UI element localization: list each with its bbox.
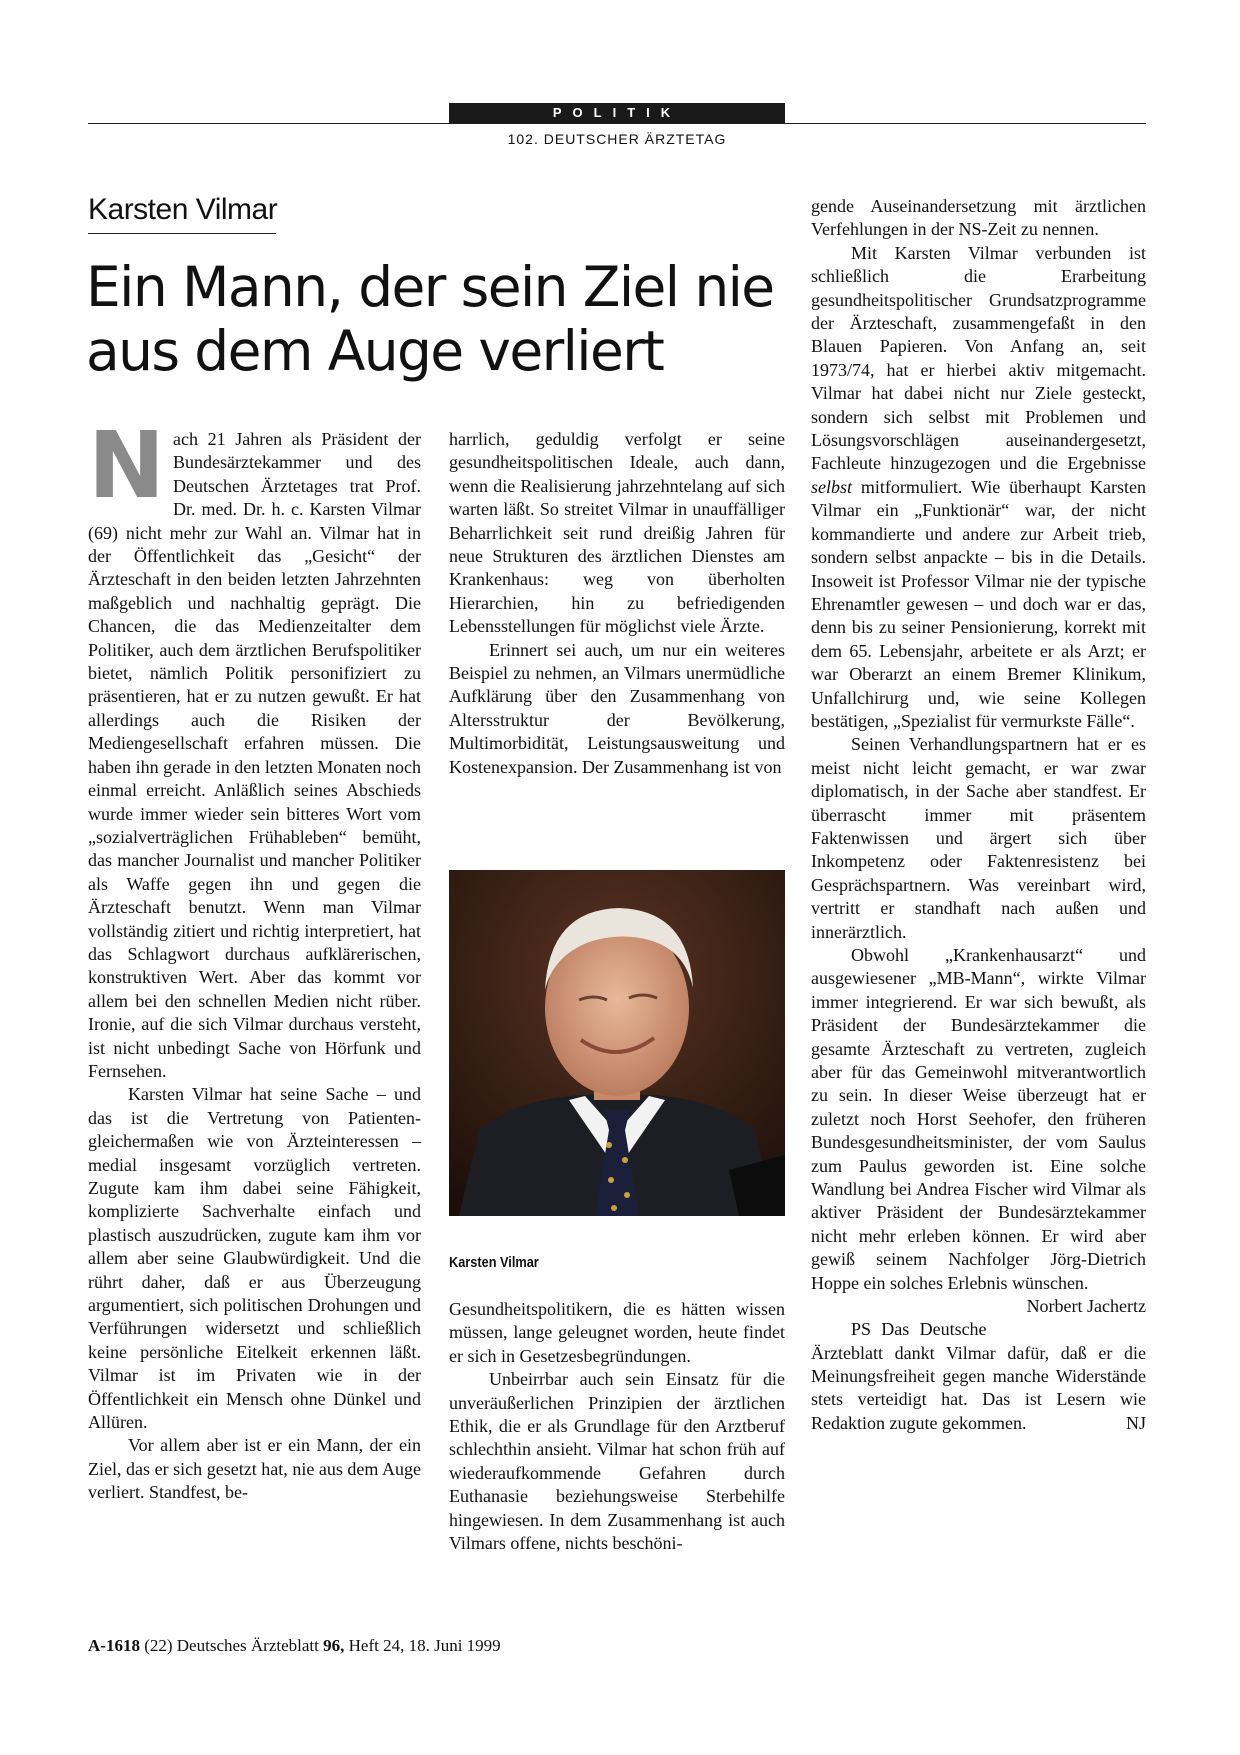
- header-rule: [88, 123, 1146, 124]
- paragraph: Karsten Vilmar hat seine Sache – und das ist die Vertretung von Patienten- gleichermaßen wie von Ärzteinteressen – medial insgesamt vorzüglich vertreten. Zugute kam ihm dabei seine Fähigkeit, komplizierte Sachverhalte einfach und plastisch auszudrücken, zugute kam ihm vor allem aber seine Glaubwürdigkeit. Und die rührt daher, daß er aus Überzeugung argumentiert, sich politischen Drohungen und Verführungen widersetzt und schließlich keine persönliche Eitelkeit erkennen läßt. Vilmar ist im Privaten wie in der Öffentlichkeit ein Mensch ohne Dünkel und Allüren.: [88, 1084, 421, 1433]
- portrait-illustration: [449, 870, 785, 1216]
- photo-caption: Karsten Vilmar: [449, 1254, 539, 1271]
- paragraph-text: Obwohl „Krankenhausarzt“ und ausgewiesener „MB-Mann“, wirkte Vilmar immer integrierend. Er war sich bewußt, als Präsident der Bundesärztekammer die gesamte Ärzteschaft zu vertreten, zugleich aber für das Gemeinwohl mitverantwortlich zu sein. In dieser Weise überzeugt hat er zuletzt noch Horst Seehofer, den früheren Bundesgesundheitsminister, der vom Saulus zum Paulus geworden ist. Eine solche Wandlung bei Andrea Fischer wird Vilmar als aktiver Präsident der Bundesärztekammer nicht mehr erleben können. Er wird aber gewiß seinem Nachfolger Jörg-Dietrich Hoppe ein solches Erlebnis wünschen.: [811, 945, 1146, 1293]
- drop-cap: N: [88, 412, 165, 519]
- subsection-label: 102. DEUTSCHER ÄRZTETAG: [507, 131, 727, 147]
- kicker-underline: [88, 233, 276, 234]
- page-number: (22): [144, 1636, 173, 1655]
- journal-volume: 96,: [323, 1636, 345, 1655]
- paragraph: ach 21 Jahren als Präsident der Bundesärztekammer und des Deutschen Ärztetages trat Prof. Dr. med. Dr. h. c. Karsten Vilmar (69) nicht mehr zur Wahl an. Vilmar hat in der Öffentlichkeit das „Gesicht“ der Ärzteschaft in den beiden letzten Jahrzehnten maßgeblich und nachhaltig geprägt. Die Chancen, die das Medienzeitalter dem Politiker, auch dem ärztlichen Berufspolitiker bietet, nämlich Politik personifiziert zu präsentieren, hat er zu nutzen gewußt. Er hat allerdings auch die Risiken der Mediengesellschaft erfahren müssen. Die haben ihn gerade in den letzten Monaten noch einmal erreicht. Anläßlich seines Abschieds wurde immer wieder sein bitteres Wort vom „sozialverträglichen Frühableben“ bemüht, das mancher Journalist und mancher Politiker als Waffe gegen ihn und gegen die Ärzteschaft benutzt. Wenn man Vilmar vollständig zitiert und richtig interpretiert, hat das Schlagwort durchaus aufklärerischen, konstruktiven Wert. Aber das kommt vor allem bei den schnellen Medien nicht rüber. Ironie, auf die sich Vilmar durchaus versteht, ist nicht unbedingt Sache von Hörfunk und Fernsehen.: [88, 429, 421, 1081]
- paragraph-text: Mit Karsten Vilmar verbunden ist schließlich die Erarbeitung gesundheitspolitischer Grundsatzprogramme der Ärzteschaft, zusammengefaßt in den Blauen Papieren. Von Anfang an, seit 1973/74, hat er hierbei aktiv mitgemacht. Vilmar hat dabei nicht nur Ziele gesteckt, sondern sich selbst mit Problemen und Lösungsvorschlägen auseinandergesetzt, Fachleute hinzugezogen und die Ergebnisse: [811, 242, 1146, 474]
- page-footer: [88, 1636, 501, 1656]
- postscript: [811, 1318, 1146, 1435]
- headline-line-2: aus dem Auge verliert: [86, 319, 664, 383]
- journal-issue: Heft 24, 18. Juni 1999: [348, 1636, 501, 1655]
- text-column-1: [88, 412, 421, 1505]
- paragraph: Erinnert sei auch, um nur ein weiteres Beispiel zu nehmen, an Vilmars unermüdliche Aufklärung über den Zusammenhang von Altersstruktur der Bevölkerung, Multimorbidität, Leistungsausweitung und Kostenexpansion. Der Zusammenhang ist von: [449, 639, 785, 777]
- author-signature: Norbert Jachertz: [1026, 1296, 1146, 1317]
- paragraph: [811, 944, 1146, 1317]
- portrait-photo: [449, 870, 785, 1216]
- page-id: A-1618: [88, 1636, 140, 1655]
- journal-name: Deutsches Ärzteblatt: [176, 1636, 319, 1655]
- text-column-3: [811, 195, 1146, 1435]
- postscript-initials: NJ: [1125, 1412, 1146, 1433]
- paragraph: [811, 242, 1146, 734]
- paragraph: Unbeirrbar auch sein Einsatz für die unveräußerlichen Prinzipien der ärztlichen Ethik, die er als Grundlage für den Arztberuf schlechthin ansieht. Vilmar hat schon früh auf wiederaufkommende Gefahren durch Euthanasie beziehungsweise Sterbehilfe hingewiesen. In dem Zusammenhang ist auch Vilmars offene, nichts beschöni-: [449, 1369, 785, 1554]
- text-column-2-bottom: [449, 1298, 785, 1555]
- paragraph: Gesundheitspolitikern, die es hätten wissen müssen, lange geleugnet worden, heute findet er sich in Gesetzesbegründungen.: [449, 1299, 785, 1366]
- paragraph: Seinen Verhandlungspartnern hat er es meist nicht leicht gemacht, er war zwar diplomatisch, in der Sache aber standfest. Er überrascht immer mit präsentem Faktenwissen und ärgert sich über Inkompetenz oder Faktenresistenz bei Gesprächspartnern. Was vereinbart wird, vertritt er standhaft nach außen und innerärztlich.: [811, 734, 1146, 942]
- paragraph: gende Auseinandersetzung mit ärztlichen Verfehlungen in der NS-Zeit zu nennen.: [811, 196, 1146, 240]
- article-headline: [86, 255, 806, 383]
- paragraph-text: mitformuliert. Wie überhaupt Karsten Vilmar ein „Funktionär“ war, der nicht kommandierte und andere zur Arbeit trieb, sondern selbst anpackte – bis in die Details. Insoweit ist Professor Vilmar nie der typische Ehrenamtler gewesen – und doch war er das, denn bis zu seiner Pensionierung, korrekt mit dem 65. Lebensjahr, arbeitete er als Arzt; er war Oberarzt an einem Bremer Klinikum, Unfallchirurg und, wie seine Kollegen bestätigen, „Spezialist für vermurkste Fälle“.: [811, 476, 1146, 731]
- headline-line-1: Ein Mann, der sein Ziel nie: [86, 255, 774, 319]
- paragraph: Vor allem aber ist er ein Mann, der ein Ziel, das er sich gesetzt hat, nie aus dem Auge verliert. Standfest, be-: [88, 1435, 421, 1503]
- paragraph: harrlich, geduldig verfolgt er seine gesundheitspolitischen Ideale, auch dann, wenn die Realisierung jahrzehntelang auf sich warten läßt. So streitet Vilmar in unauffälliger Beharrlichkeit seit rund dreißig Jahren für neue Strukturen des ärztlichen Dienstes am Krankenhaus: weg von überholten Hierarchien, hin zu befriedigenden Lebensstellungen für möglichst viele Ärzte.: [449, 429, 785, 637]
- postscript-text: PS Das Deutsche Ärzteblatt dankt Vilmar dafür, daß er die Meinungsfreiheit gegen manche Widerstände stets verteidigt hat. Das ist Lesern wie Redaktion zugute gekommen.: [811, 1319, 1146, 1433]
- article-kicker: Karsten Vilmar: [88, 193, 278, 226]
- section-label: POLITIK: [449, 103, 785, 123]
- emphasis: selbst: [811, 476, 853, 497]
- text-column-2-top: [449, 428, 785, 779]
